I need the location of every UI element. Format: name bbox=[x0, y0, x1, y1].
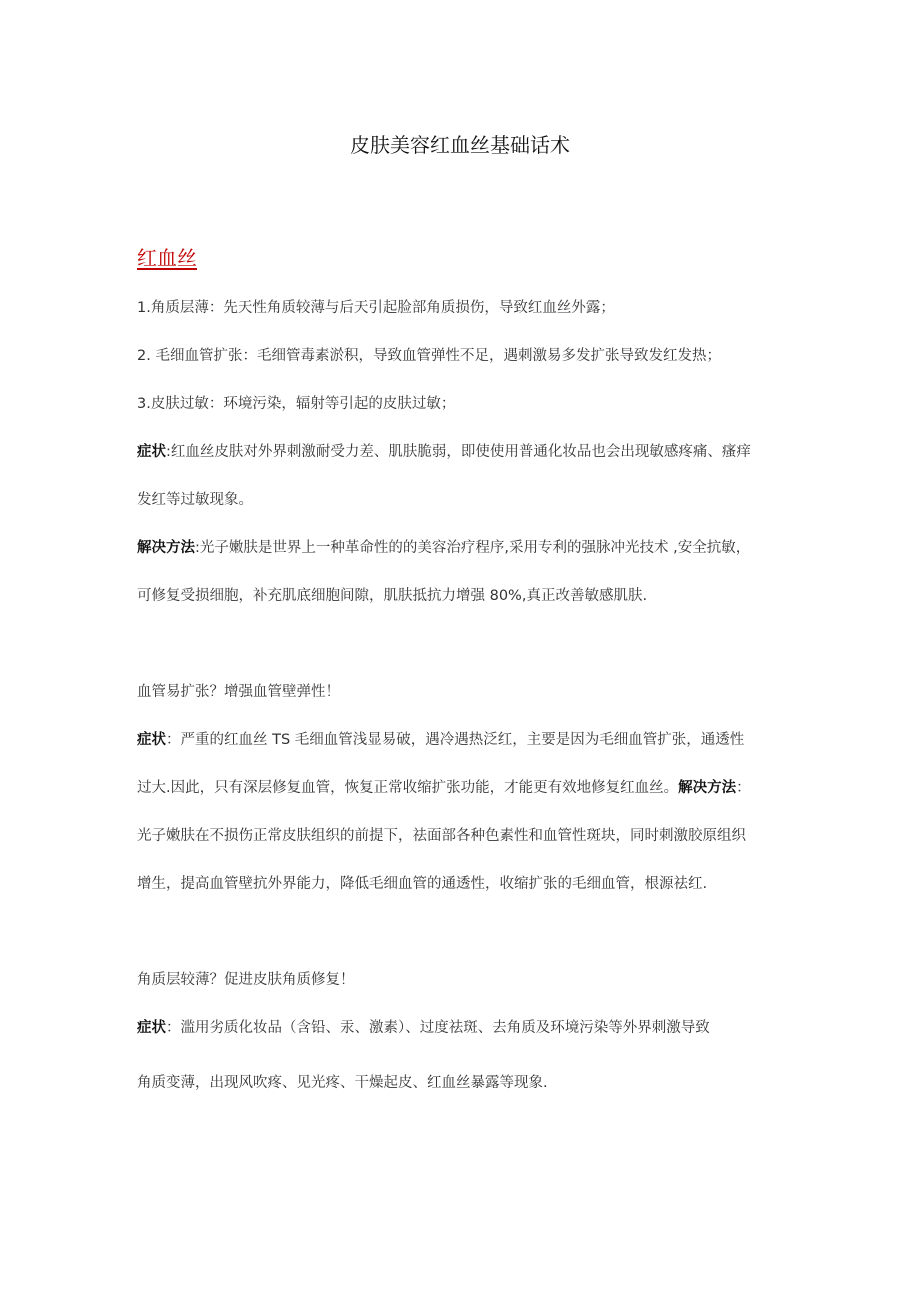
cause-3: 3.皮肤过敏：环境污染，辐射等引起的皮肤过敏； bbox=[137, 396, 456, 412]
section-2-heading: 血管易扩张？增强血管壁弹性！ bbox=[137, 684, 340, 700]
symptom-label: 症状 bbox=[137, 732, 166, 748]
solution-1-line-2: 可修复受损细胞，补充肌底细胞间隙，肌肤抵抗力增强 80%,真正改善敏感肌肤. bbox=[137, 588, 648, 604]
symptom-1-line-1 bbox=[137, 441, 751, 463]
symptom-text: ：滥用劣质化妆品（含铅、汞、激素）、过度祛斑、去角质及环境污染等外界刺激导致 bbox=[166, 1020, 710, 1036]
symptom-text: :红血丝皮肤对外界刺激耐受力差、肌肤脆弱，即使使用普通化妆品也会出现敏感疼痛、瘙痒 bbox=[166, 444, 751, 460]
symptom-label: 症状 bbox=[137, 444, 166, 460]
section-2-line-3: 光子嫩肤在不损伤正常皮肤组织的前提下，祛面部各种色素性和血管性斑块，同时刺激胶原组织 bbox=[137, 828, 746, 844]
section-heading-red-veins: 红血丝 bbox=[137, 246, 197, 270]
symptom-text: ：严重的红血丝 TS 毛细血管浅显易破，遇冷遇热泛红，主要是因为毛细血管扩张，通透性 bbox=[166, 732, 745, 748]
section-2-line-4: 增生，提高血管壁抗外界能力，降低毛细血管的通透性，收缩扩张的毛细血管，根源祛红. bbox=[137, 876, 708, 892]
symptom-label: 症状 bbox=[137, 1020, 166, 1036]
solution-label: 解决方法 bbox=[678, 780, 737, 796]
solution-text: :光子嫩肤是世界上一种革命性的的美容治疗程序,采用专利的强脉冲光技术 ,安全抗敏， bbox=[195, 540, 751, 556]
section-2-line-1 bbox=[137, 729, 744, 751]
section-3-heading: 角质层较薄？促进皮肤角质修复！ bbox=[137, 972, 355, 988]
solution-1-line-1 bbox=[137, 537, 750, 559]
solution-label: 解决方法 bbox=[137, 540, 195, 556]
section-3-line-2: 角质变薄，出现风吹疼、见光疼、干燥起皮、红血丝暴露等现象. bbox=[137, 1075, 548, 1091]
section-2-line-2-text: 过大.因此，只有深层修复血管，恢复正常收缩扩张功能，才能更有效地修复红血丝。 bbox=[137, 780, 679, 796]
section-2-line-2 bbox=[137, 777, 751, 799]
symptom-1-line-2: 发红等过敏现象。 bbox=[137, 492, 253, 508]
document-title: 皮肤美容红血丝基础话术 bbox=[350, 133, 570, 157]
solution-colon: ： bbox=[736, 780, 751, 796]
cause-2: 2. 毛细血管扩张：毛细管毒素淤积，导致血管弹性不足，遇刺激易多发扩张导致发红发热； bbox=[137, 348, 721, 364]
cause-1: 1.角质层薄：先天性角质较薄与后天引起脸部角质损伤，导致红血丝外露； bbox=[137, 300, 615, 316]
section-3-line-1 bbox=[137, 1017, 710, 1039]
